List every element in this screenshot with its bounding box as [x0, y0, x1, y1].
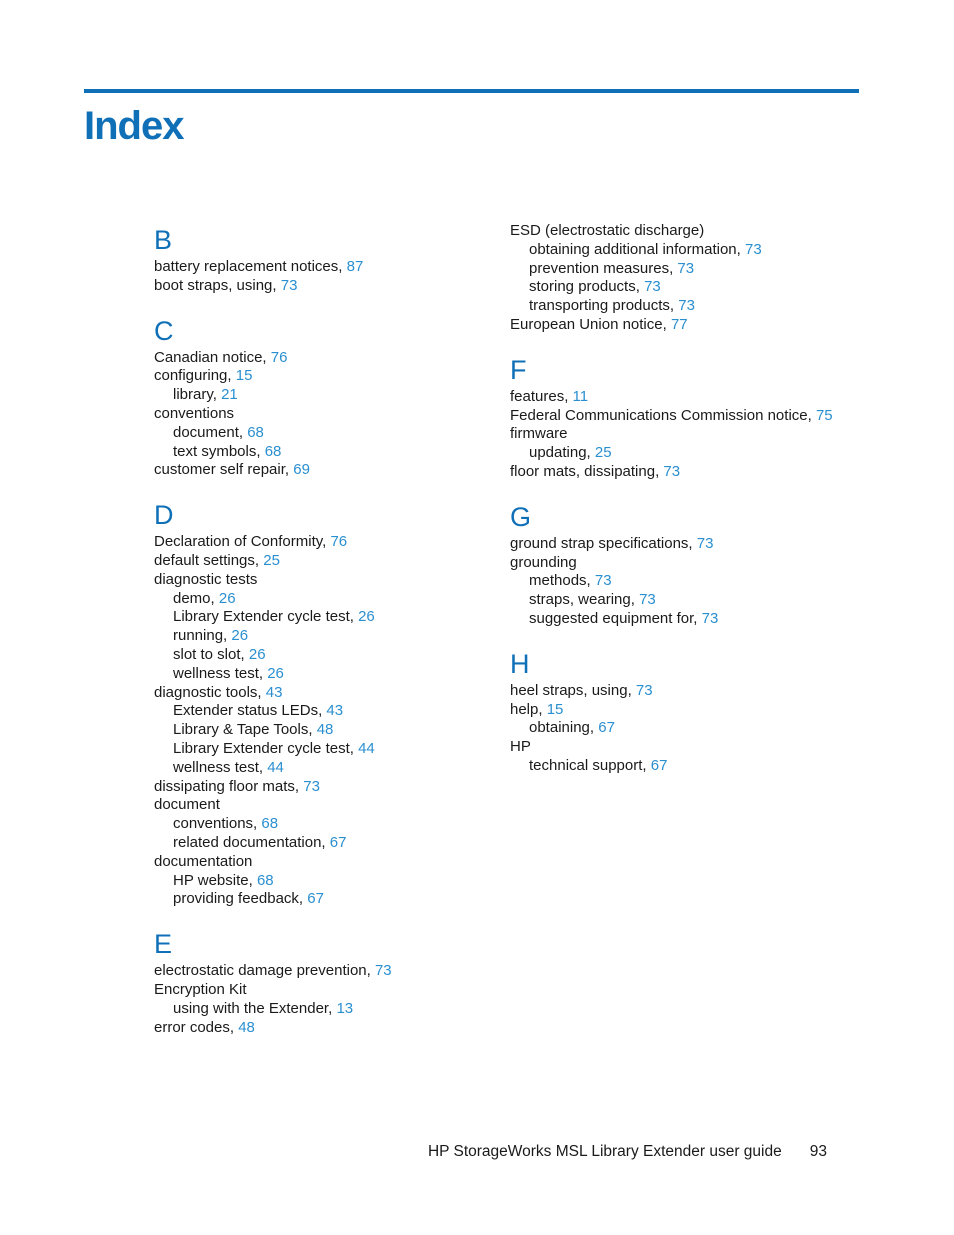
index-subentry [510, 572, 850, 591]
index-entry [154, 962, 484, 981]
index-letter-heading: C [154, 315, 174, 346]
index-term: boot straps, using, [154, 276, 277, 294]
index-letter-heading: F [510, 354, 527, 385]
index-term: conventions, [173, 815, 258, 833]
page-link[interactable]: 48 [238, 1018, 255, 1036]
index-letter-heading: E [154, 929, 173, 960]
page-link[interactable]: 73 [635, 681, 653, 699]
index-subentry [510, 610, 850, 629]
index-entry [510, 463, 850, 482]
page-link[interactable]: 21 [221, 386, 238, 404]
index-subentry [154, 1000, 484, 1019]
index-term: providing feedback, [173, 890, 304, 908]
page-link[interactable]: 68 [264, 442, 282, 460]
page-link[interactable]: 67 [329, 833, 347, 851]
index-subentry [510, 444, 850, 463]
index-term: Library & Tape Tools, [173, 721, 313, 739]
index-term: help, [510, 700, 543, 718]
index-term: Library Extender cycle test, [173, 608, 354, 626]
page-link[interactable]: 26 [218, 589, 236, 607]
index-entry [510, 407, 850, 426]
index-subentry [510, 278, 850, 297]
page-link[interactable]: 77 [670, 315, 688, 333]
index-entry [154, 461, 484, 480]
page-link[interactable]: 67 [650, 756, 668, 774]
index-subentry [154, 815, 484, 834]
page-link[interactable]: 68 [261, 815, 279, 833]
index-term: updating, [529, 444, 591, 462]
index-subentry [154, 721, 484, 740]
index-term: storing products, [529, 278, 640, 296]
index-subentry [510, 757, 850, 776]
index-entry [154, 571, 484, 590]
page-link[interactable]: 26 [231, 627, 249, 645]
index-term: technical support, [529, 756, 647, 774]
page-link[interactable]: 75 [815, 406, 833, 424]
index-entry [154, 349, 484, 368]
index-entry [154, 533, 484, 552]
index-section [510, 352, 850, 482]
index-entry [154, 367, 484, 386]
index-term: diagnostic tools, [154, 683, 262, 701]
index-section [510, 646, 850, 776]
page-link[interactable]: 73 [280, 276, 298, 294]
index-subentry [154, 590, 484, 609]
index-term: default settings, [154, 551, 260, 569]
index-entry [510, 316, 850, 335]
page-link[interactable]: 44 [267, 758, 284, 776]
page-link[interactable]: 73 [696, 534, 714, 552]
index-section [154, 222, 484, 296]
page-link[interactable]: 25 [594, 444, 612, 462]
index-term: document, [173, 423, 244, 441]
page-link[interactable]: 73 [303, 777, 320, 795]
page-link[interactable]: 73 [701, 609, 719, 627]
index-term: related documentation, [173, 833, 326, 851]
index-term: straps, wearing, [529, 591, 635, 609]
page-link[interactable]: 73 [374, 962, 392, 980]
page-title: Index [84, 104, 184, 148]
index-entry [154, 277, 484, 296]
index-entry [154, 981, 484, 1000]
index-term: battery replacement notices, [154, 258, 343, 275]
page-link[interactable]: 68 [256, 871, 274, 889]
index-term: methods, [529, 572, 591, 590]
page-link[interactable]: 67 [307, 890, 324, 908]
index-subentry [510, 241, 850, 260]
page-link[interactable]: 25 [263, 551, 280, 569]
index-term: grounding [510, 553, 577, 571]
index-term: customer self repair, [154, 461, 290, 479]
index-term: diagnostic tests [154, 570, 258, 588]
index-entry [154, 552, 484, 571]
index-subentry [154, 443, 484, 462]
page-link[interactable]: 73 [663, 462, 681, 480]
index-term: Federal Communications Commission notice, [510, 406, 812, 424]
index-term: running, [173, 627, 228, 645]
footer-guide-title: HP StorageWorks MSL Library Extender user guide [427, 1143, 782, 1160]
page-link[interactable]: 43 [265, 683, 283, 701]
index-term: obtaining, [529, 719, 595, 737]
index-subentry [154, 872, 484, 891]
page-link[interactable]: 73 [678, 297, 695, 315]
index-entry [154, 405, 484, 424]
page-link[interactable]: 13 [336, 999, 354, 1017]
index-term: library, [173, 386, 217, 404]
index-term: demo, [173, 589, 215, 607]
index-subentry [154, 740, 484, 759]
index-term: firmware [510, 425, 568, 443]
index-subentry [154, 702, 484, 721]
page-link[interactable]: 73 [639, 591, 656, 609]
title-rule [84, 89, 859, 93]
index-entry [154, 258, 484, 277]
page-link[interactable]: 87 [346, 258, 364, 275]
index-subentry [510, 591, 850, 610]
index-term: prevention measures, [529, 259, 674, 277]
page-link[interactable]: 76 [270, 348, 288, 366]
page-link[interactable]: 73 [677, 259, 695, 277]
page-link[interactable]: 73 [594, 572, 612, 590]
page-link[interactable]: 73 [744, 240, 762, 258]
index-term: ESD (electrostatic discharge) [510, 222, 705, 239]
index-entry [510, 388, 850, 407]
page-link[interactable]: 11 [572, 387, 589, 405]
index-term: using with the Extender, [173, 999, 333, 1017]
index-term: wellness test, [173, 758, 264, 776]
index-letter-heading: D [154, 500, 174, 531]
index-term: text symbols, [173, 442, 261, 460]
index-subentry [154, 890, 484, 909]
index-term: features, [510, 387, 569, 405]
index-term: HP [510, 738, 531, 756]
index-subentry [154, 834, 484, 853]
page-link[interactable]: 73 [644, 278, 661, 296]
page-link[interactable]: 43 [326, 702, 344, 720]
index-subentry [154, 627, 484, 646]
page-link[interactable]: 26 [267, 664, 284, 682]
index-term: document [154, 796, 220, 814]
index-column-right [510, 222, 850, 793]
index-term: documentation [154, 852, 253, 870]
index-entry [510, 222, 850, 241]
index-entry [510, 738, 850, 757]
index-term: error codes, [154, 1018, 235, 1036]
index-term: floor mats, dissipating, [510, 462, 660, 480]
index-term: configuring, [154, 367, 232, 385]
index-subentry [154, 646, 484, 665]
index-section [154, 497, 484, 909]
page-link[interactable]: 48 [316, 721, 334, 739]
index-subentry [510, 719, 850, 738]
page-footer [0, 1143, 827, 1161]
index-section [510, 222, 850, 335]
index-entry [510, 682, 850, 701]
index-subentry [154, 665, 484, 684]
index-term: slot to slot, [173, 645, 245, 663]
index-section [154, 926, 484, 1037]
page-link[interactable]: 15 [546, 700, 564, 718]
index-term: Library Extender cycle test, [173, 739, 354, 757]
index-term: dissipating floor mats, [154, 777, 300, 795]
index-subentry [154, 608, 484, 627]
index-entry [154, 1019, 484, 1038]
index-term: Canadian notice, [154, 348, 267, 366]
index-entry [510, 425, 850, 444]
index-entry [510, 701, 850, 720]
index-term: obtaining additional information, [529, 240, 741, 258]
index-term: Extender status LEDs, [173, 702, 323, 720]
index-letter-heading: B [154, 225, 173, 255]
index-term: transporting products, [529, 297, 675, 315]
index-entry [154, 778, 484, 797]
index-section [154, 313, 484, 481]
index-term: conventions [154, 404, 235, 422]
index-term: Encryption Kit [154, 980, 247, 998]
index-column-left [154, 222, 484, 1054]
index-letter-heading: H [510, 648, 530, 679]
index-subentry [154, 386, 484, 405]
index-term: Declaration of Conformity, [154, 533, 327, 551]
page-link[interactable]: 44 [358, 739, 375, 757]
index-entry [510, 554, 850, 573]
index-entry [154, 853, 484, 872]
footer-page-number: 93 [809, 1143, 827, 1160]
index-section [510, 499, 850, 629]
index-term: ground strap specifications, [510, 534, 693, 552]
index-letter-heading: G [510, 501, 532, 532]
page-link[interactable]: 76 [330, 533, 348, 551]
index-entry [154, 684, 484, 703]
index-entry [154, 796, 484, 815]
index-term: electrostatic damage prevention, [154, 962, 371, 980]
index-term: HP website, [173, 871, 253, 889]
index-term: European Union notice, [510, 315, 667, 333]
index-subentry [510, 260, 850, 279]
page-link[interactable]: 67 [598, 719, 615, 737]
page-link[interactable]: 69 [293, 461, 310, 479]
page-link[interactable]: 68 [247, 423, 264, 441]
index-subentry [510, 297, 850, 316]
index-subentry [154, 759, 484, 778]
index-term: suggested equipment for, [529, 609, 698, 627]
index-term: wellness test, [173, 664, 264, 682]
page-link[interactable]: 15 [235, 367, 253, 385]
page-link[interactable]: 26 [358, 608, 375, 626]
index-subentry [154, 424, 484, 443]
page-link[interactable]: 26 [248, 645, 266, 663]
index-term: heel straps, using, [510, 681, 632, 699]
index-entry [510, 535, 850, 554]
